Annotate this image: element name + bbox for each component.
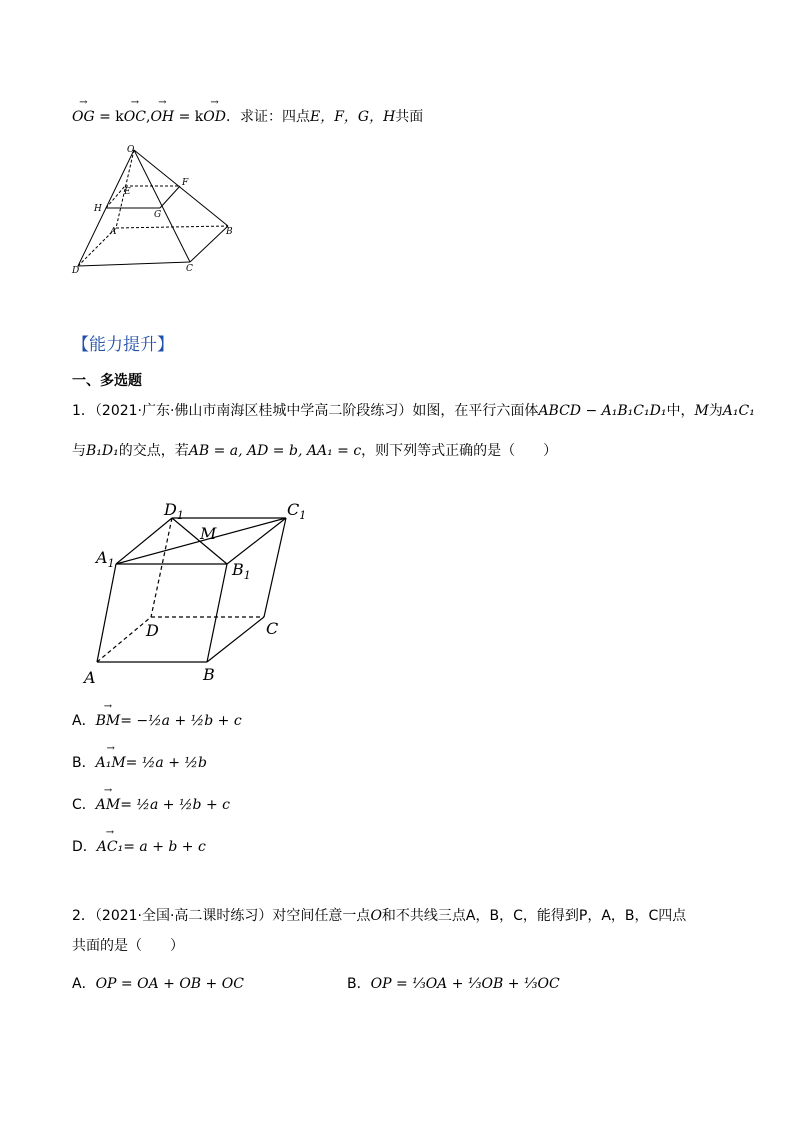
q1-option-c[interactable] <box>72 794 230 814</box>
q2-prefix: 2．（2021·全国·高二课时练习）对空间任意一点 <box>72 908 371 924</box>
label-o: O <box>127 145 135 155</box>
q1-condition-text: 的交点，若 <box>118 443 189 459</box>
label-c: C <box>266 619 279 638</box>
q1-with: 与 <box>72 443 86 459</box>
q2-line-1 <box>72 905 686 925</box>
q1-is: 为 <box>708 403 723 419</box>
label-d: D <box>146 621 159 640</box>
label-c: C <box>186 264 193 274</box>
option-lhs: → AC₁ <box>97 839 123 855</box>
option-expr: OP = OA + OB + OC <box>95 976 244 992</box>
q1-condition: AB = a, AD = b, AA₁ = c <box>188 443 362 459</box>
option-lhs: → AM <box>96 797 120 813</box>
option-expr: = −½a + ½b + c <box>120 713 242 729</box>
option-label: C． <box>72 797 96 813</box>
q2-point-o: O <box>370 908 382 924</box>
option-expr: = a + b + c <box>123 839 206 855</box>
q2-mid: 和不共线三点A，B，C，能得到P，A，B，C四点 <box>381 908 687 924</box>
q1-line-2 <box>72 440 557 460</box>
q2-option-a[interactable] <box>72 973 244 993</box>
q1-a1c1: A₁C₁ <box>722 403 755 419</box>
q2-line-2: 共面的是（ ） <box>72 938 184 954</box>
parallelepiped-figure <box>82 495 312 690</box>
vector-oc: → OC <box>124 109 146 125</box>
q1-b1d1: B₁D₁ <box>86 443 119 459</box>
q1-solid: ABCD − A₁B₁C₁D₁ <box>538 403 667 419</box>
q1-option-b[interactable] <box>72 752 207 772</box>
label-g: G <box>154 210 162 220</box>
option-lhs: → BM <box>96 713 121 729</box>
label-d1: $D_1$ <box>164 500 184 522</box>
vector-oh: → OH <box>150 109 174 125</box>
option-label: A． <box>72 976 96 992</box>
vector-og: → OG <box>72 109 95 125</box>
k-coefficient: = k <box>99 109 124 125</box>
option-expr: = ½a + ½b + c <box>120 797 230 813</box>
k-coefficient-2: = k <box>178 109 204 125</box>
pyramid-figure <box>70 140 240 275</box>
q1-option-d[interactable] <box>72 836 206 856</box>
subsection-title: 一、多选题 <box>72 373 142 389</box>
q1-prefix: 1．（2021·广东·佛山市南海区桂城中学高二阶段练习）如图，在平行六面体 <box>72 403 539 419</box>
option-label: B． <box>72 755 96 771</box>
coplanar-text: 共面 <box>395 109 424 125</box>
label-a1: $A_1$ <box>96 548 115 570</box>
label-b: B <box>203 665 215 684</box>
vector-od: → OD <box>203 109 226 125</box>
label-c1: $C_1$ <box>287 500 307 522</box>
label-f: F <box>182 178 189 188</box>
label-m: M <box>200 524 217 543</box>
q1-line-1 <box>72 400 755 420</box>
option-expr: OP = ⅓OA + ⅓OB + ⅓OC <box>370 976 560 992</box>
prove-text: ．求证：四点 <box>225 109 310 125</box>
label-e: E <box>124 187 131 197</box>
option-expr: = ½a + ½b <box>125 755 207 771</box>
label-b: B <box>226 227 233 237</box>
q1-option-a[interactable] <box>72 710 242 730</box>
option-label: A． <box>72 713 96 729</box>
option-lhs: → A₁M <box>96 755 126 771</box>
option-label: B． <box>347 976 371 992</box>
point-list: E，F，G，H <box>309 109 396 125</box>
q1-ask: ，则下列等式正确的是（ ） <box>361 443 558 459</box>
q1-mid: 中， <box>666 403 695 419</box>
label-a: A <box>84 668 96 687</box>
q2-option-b[interactable] <box>347 973 560 993</box>
label-b1: $B_1$ <box>232 560 251 582</box>
label-d: D <box>72 266 80 275</box>
option-label: D． <box>72 839 97 855</box>
label-a: A <box>110 227 117 237</box>
separator: , <box>146 109 151 125</box>
top-equation-line <box>72 106 423 126</box>
section-title: 【能力提升】 <box>72 335 174 355</box>
q1-point-m: M <box>694 403 709 419</box>
label-h: H <box>94 204 102 214</box>
